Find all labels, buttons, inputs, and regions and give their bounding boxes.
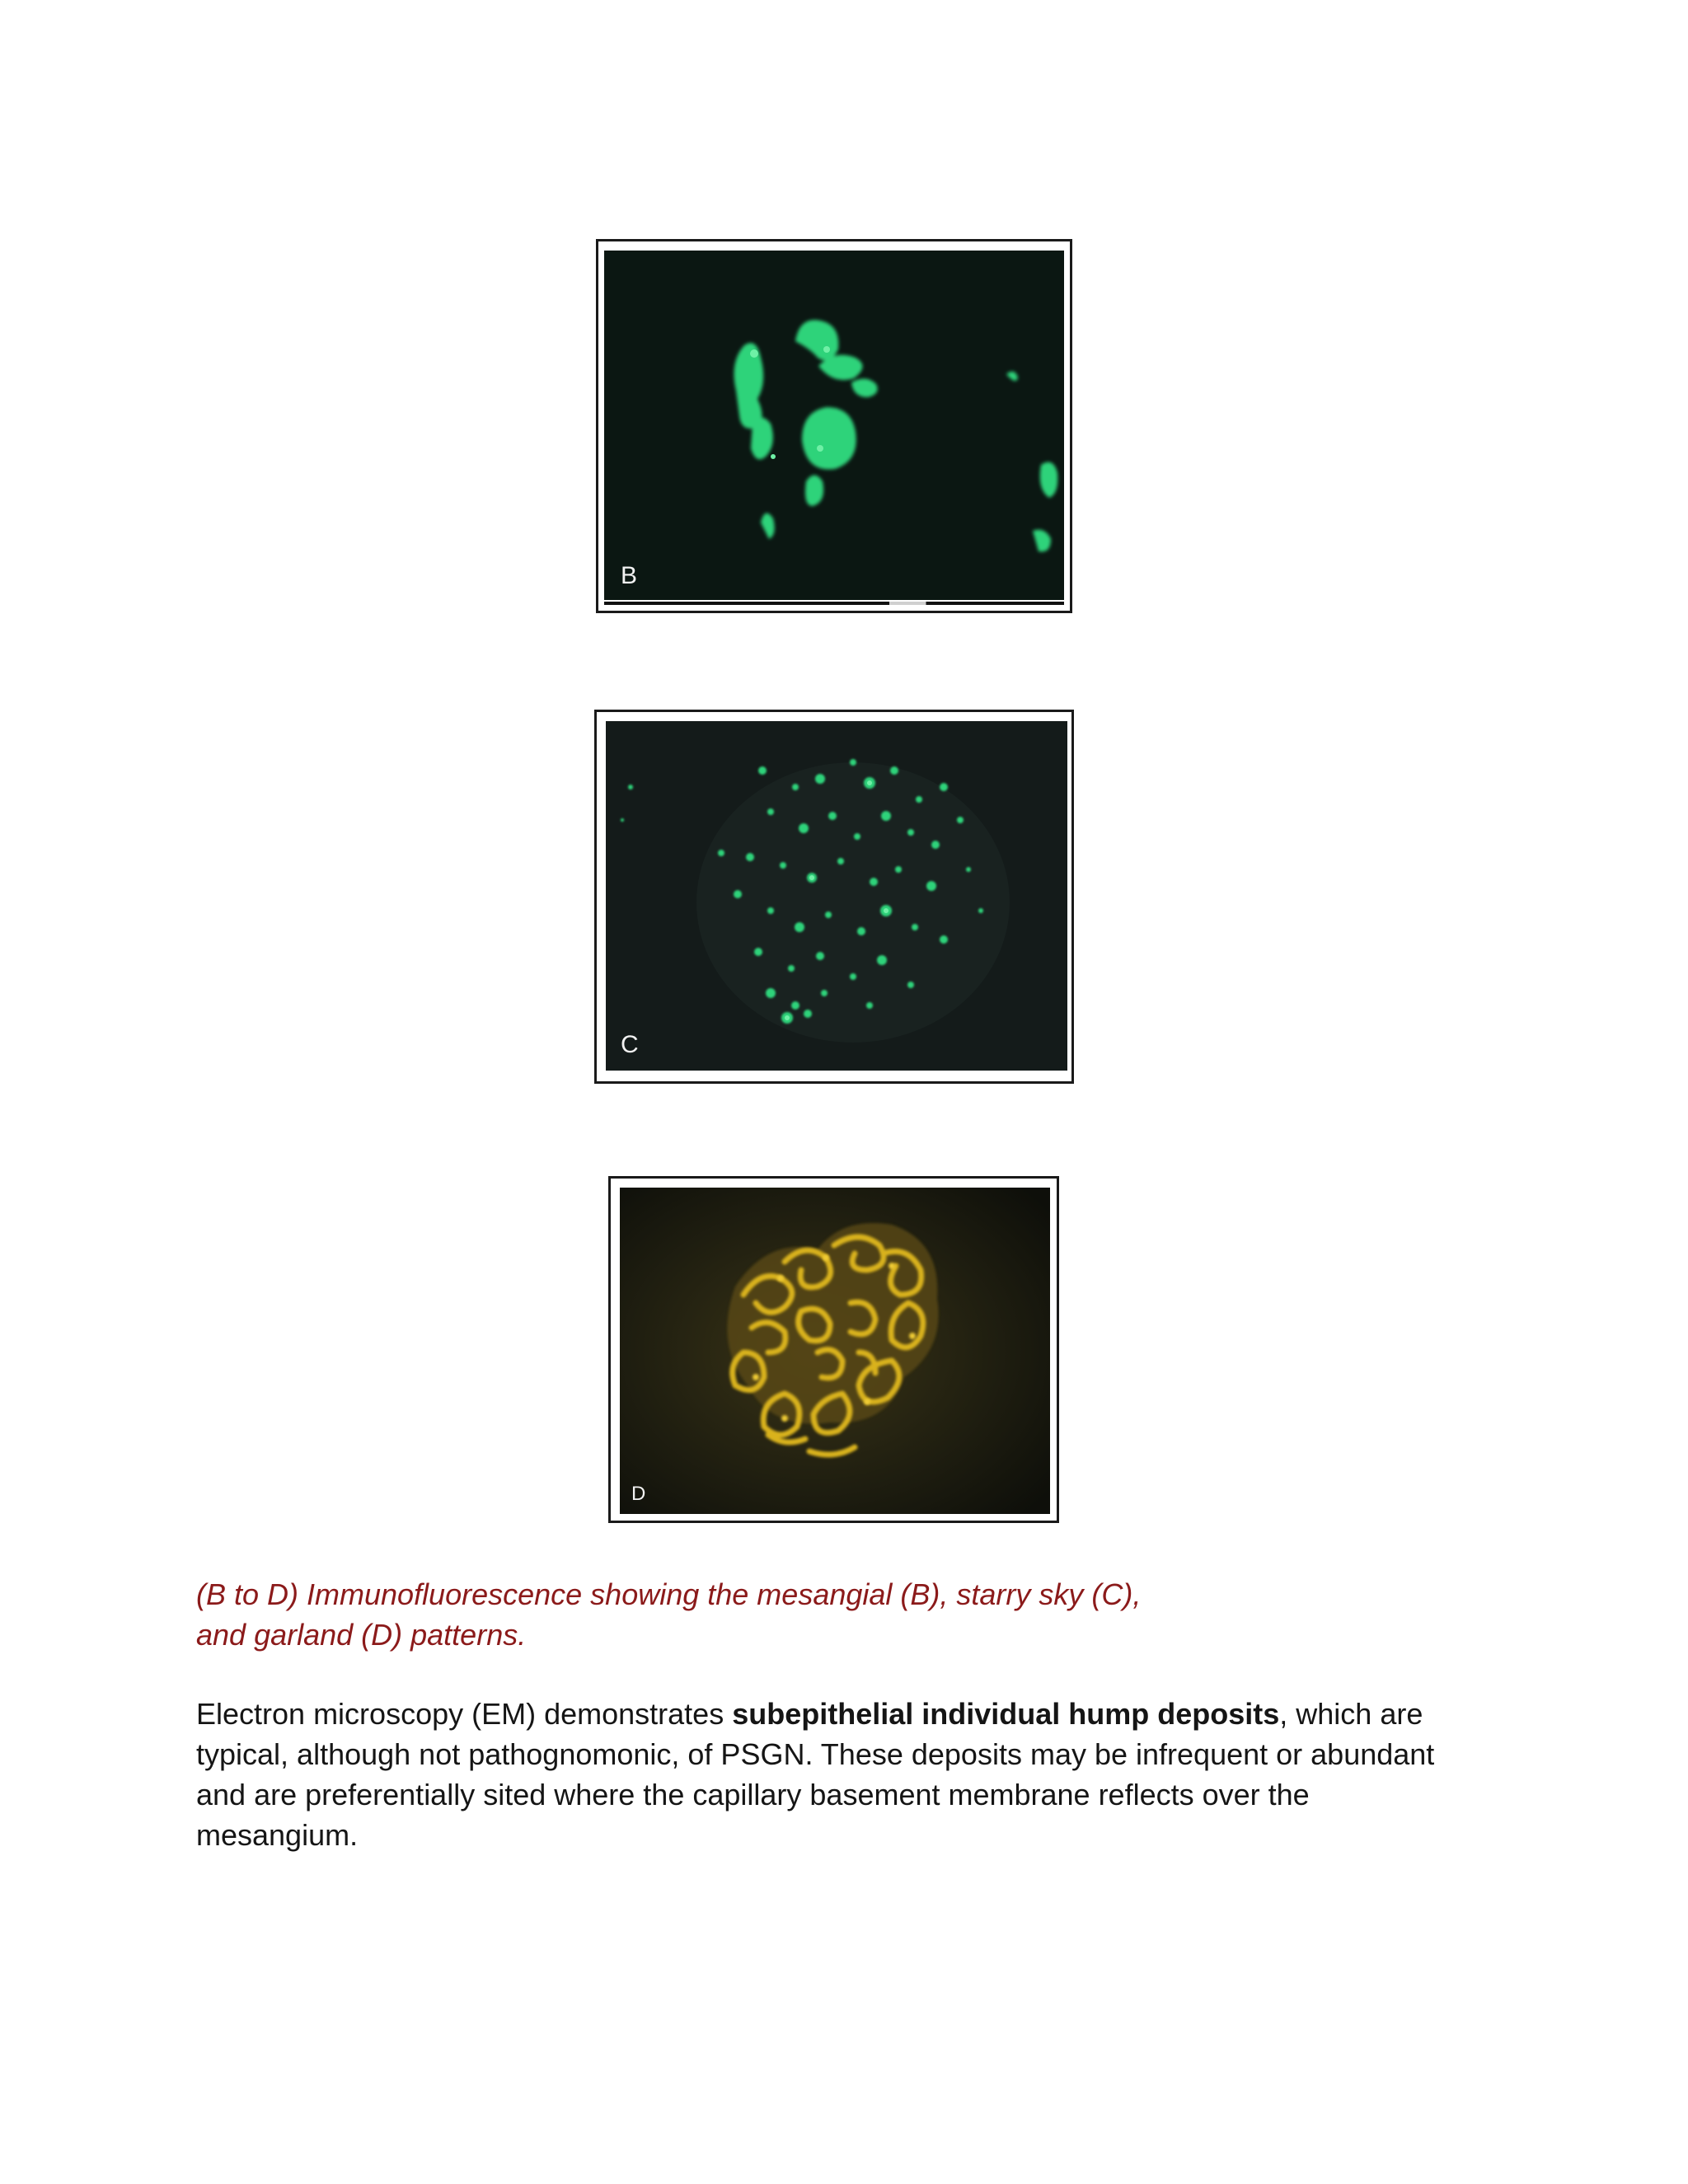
paragraph-text: , which are (1279, 1697, 1423, 1731)
caption-line-1: (B to D) Immunofluorescence showing the mesangial (B), starry sky (C), (196, 1577, 1142, 1611)
caption-line-2: and garland (D) patterns. (196, 1618, 527, 1652)
figure-b-label: B (621, 562, 638, 589)
figure-c-label: C (621, 1031, 639, 1058)
figure-c-starry-sky (594, 710, 1074, 1084)
figure-caption (196, 1574, 1268, 1655)
micrograph-c-image (606, 721, 1067, 1071)
figure-b-bottom-edge (604, 602, 1064, 605)
figure-d-label: D (631, 1483, 646, 1505)
paragraph-line-3: and are preferentially sited where the capillary basement membrane reflects over the (196, 1778, 1310, 1811)
micrograph-d-image (620, 1188, 1050, 1514)
figure-b-mesangial (596, 239, 1072, 613)
paragraph-bold-term: subepithelial individual hump deposits (732, 1697, 1280, 1731)
paragraph-text: Electron microscopy (EM) demonstrates (196, 1697, 733, 1731)
micrograph-b-image (604, 251, 1064, 600)
body-paragraph (196, 1694, 1531, 1855)
paragraph-line-4: mesangium. (196, 1818, 359, 1852)
paragraph-line-1 (196, 1694, 1531, 1734)
figure-d-garland (608, 1176, 1059, 1523)
paragraph-line-2: typical, although not pathognomonic, of PSGN. These deposits may be infrequent or abundant (196, 1737, 1435, 1771)
